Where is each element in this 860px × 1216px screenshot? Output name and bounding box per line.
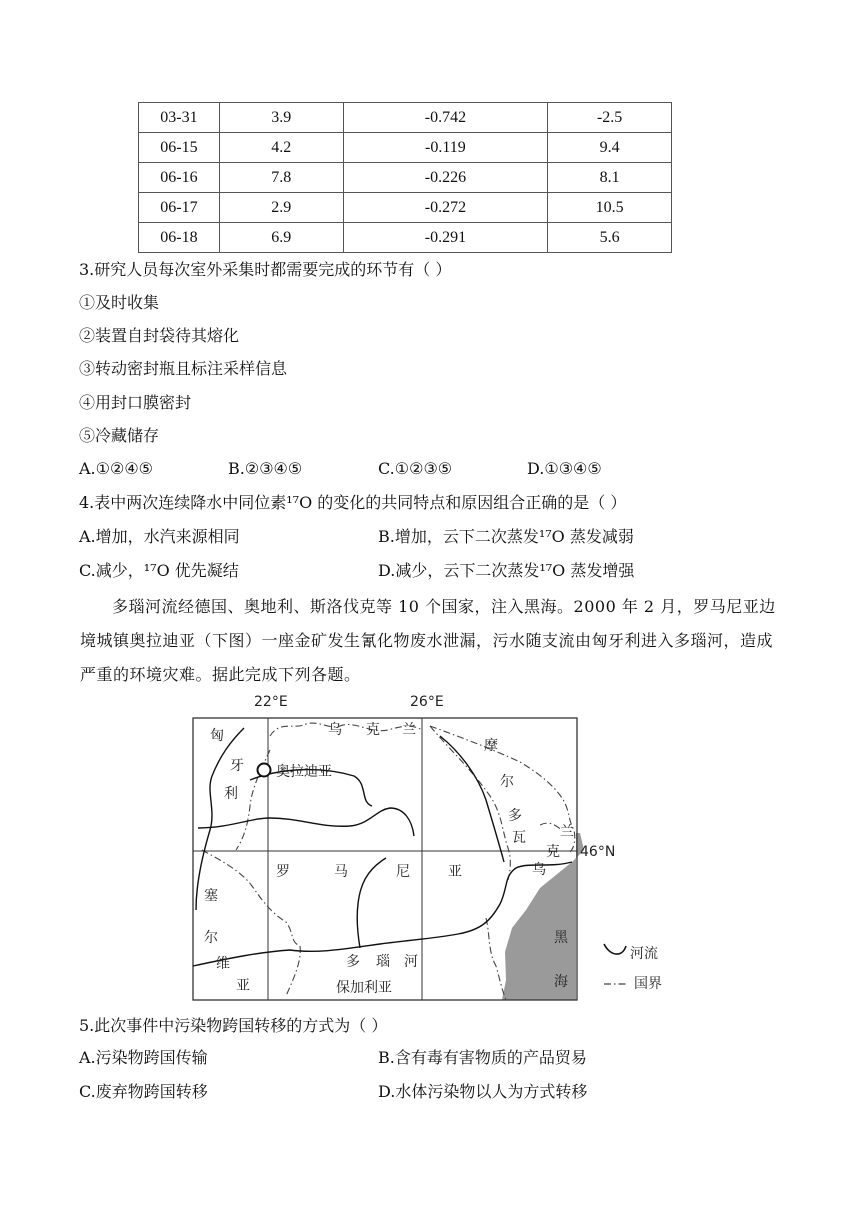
river-olt	[357, 858, 386, 948]
border-moldova-west	[430, 726, 510, 880]
border-moldova-south	[540, 823, 562, 830]
table-cell: -2.5	[548, 103, 672, 133]
q3-option-c[interactable]: C.①②③⑤	[378, 459, 453, 478]
q5-stem: 5.此次事件中污染物跨国转移的方式为（ ）	[79, 1016, 388, 1035]
river-siret	[440, 736, 504, 862]
label-moldova: 瓦	[512, 830, 526, 846]
q4-stem: 4.表中两次连续降水中同位素¹⁷O 的变化的共同特点和原因组合正确的是（ ）	[79, 493, 627, 512]
label-serbia: 塞	[204, 888, 218, 904]
q4-option-a[interactable]: A.增加，水汽来源相同	[79, 527, 240, 546]
q3-item: ①及时收集	[79, 293, 160, 312]
q4-option-c[interactable]: C.减少，¹⁷O 优先凝结	[79, 561, 239, 580]
q3-option-d[interactable]: D.①③④⑤	[527, 459, 602, 478]
river-mures	[198, 808, 414, 836]
label-danube: 瑙	[376, 954, 390, 970]
q3-item: ⑤冷藏储存	[79, 426, 160, 445]
label-black-sea: 黑	[554, 930, 568, 946]
q5-option-b[interactable]: B.含有毒有害物质的产品贸易	[378, 1048, 587, 1067]
table-row	[139, 163, 672, 193]
border-bulgaria-east	[486, 918, 506, 1000]
label-hungary: 匈	[210, 728, 224, 744]
legend-river-label: 河流	[630, 946, 658, 962]
table-cell: 8.1	[548, 163, 672, 193]
table-cell: 03-31	[139, 103, 220, 133]
city-label-oradea: 奥拉迪亚	[276, 764, 332, 780]
table-row	[139, 133, 672, 163]
label-hungary: 牙	[230, 758, 244, 774]
label-bulgaria: 保加利亚	[336, 980, 392, 996]
q5-option-a[interactable]: A.污染物跨国传输	[79, 1048, 208, 1067]
q3-item: ③转动密封瓶且标注采样信息	[79, 359, 288, 378]
lon-label-22e: 22°E	[254, 694, 288, 710]
q3-item: ②装置自封袋待其熔化	[79, 326, 240, 345]
label-ukraine: 兰	[402, 722, 416, 738]
label-romania: 罗	[276, 864, 290, 880]
table-cell: 06-16	[139, 163, 220, 193]
table-row	[139, 193, 672, 223]
label-black-sea: 海	[554, 974, 568, 990]
q3-option-a[interactable]: A.①②④⑤	[79, 459, 154, 478]
q5-option-d[interactable]: D.水体污染物以人为方式转移	[378, 1082, 588, 1101]
q3-option-b[interactable]: B.②③④⑤	[228, 459, 303, 478]
lon-label-26e: 26°E	[410, 694, 444, 710]
q4-option-b[interactable]: B.增加，云下二次蒸发¹⁷O 蒸发减弱	[378, 527, 634, 546]
legend-border-label: 国界	[634, 976, 662, 992]
table-cell: 6.9	[219, 223, 343, 253]
table-cell: 10.5	[548, 193, 672, 223]
table-cell: -0.291	[343, 223, 548, 253]
label-serbia: 尔	[204, 930, 218, 946]
label-ukraine-south: 克	[546, 844, 560, 860]
table-cell: -0.119	[343, 133, 548, 163]
label-ukraine-south: 乌	[532, 862, 546, 878]
label-danube: 多	[346, 954, 360, 970]
table-row	[139, 103, 672, 133]
table-cell: 06-17	[139, 193, 220, 223]
label-romania: 尼	[396, 864, 410, 880]
label-ukraine: 乌	[328, 722, 342, 738]
label-serbia: 维	[216, 956, 230, 972]
lat-label-46n: 46°N	[580, 844, 616, 860]
q3-stem: 3.研究人员每次室外采集时都需要完成的环节有（ ）	[79, 260, 452, 279]
table-row	[139, 223, 672, 253]
table-cell: -0.742	[343, 103, 548, 133]
black-sea-area	[502, 833, 584, 1000]
q5-option-c[interactable]: C.废弃物跨国转移	[79, 1082, 208, 1101]
table-cell: 3.9	[219, 103, 343, 133]
legend-river-symbol	[604, 944, 626, 954]
label-ukraine-south: 兰	[560, 824, 574, 840]
table-cell: 06-18	[139, 223, 220, 253]
table-cell: 4.2	[219, 133, 343, 163]
table-cell: -0.226	[343, 163, 548, 193]
label-moldova: 摩	[484, 738, 498, 754]
label-romania: 亚	[448, 864, 462, 880]
isotope-table	[138, 102, 672, 253]
table-cell: -0.272	[343, 193, 548, 223]
border-ukraine-north	[270, 723, 422, 736]
table-cell: 7.8	[219, 163, 343, 193]
label-danube: 河	[404, 954, 418, 970]
danube-map	[190, 690, 680, 1006]
border-bulgaria-romania	[286, 946, 300, 996]
river-tisza	[196, 728, 244, 910]
label-moldova: 多	[508, 808, 522, 824]
table-cell: 9.4	[548, 133, 672, 163]
label-romania: 马	[334, 864, 348, 880]
passage-text: 多瑙河流经德国、奥地利、斯洛伐克等 10 个国家，注入黑海。2000 年 2 月，罗马尼亚边境城镇奥拉迪亚（下图）一座金矿发生氰化物废水泄漏，污水随支流由匈牙利进入多瑙河，造成严重的环境灾难。据此完成下列各题。	[80, 597, 776, 684]
label-hungary: 利	[224, 786, 238, 802]
table-cell: 06-15	[139, 133, 220, 163]
q3-item: ④用封口膜密封	[79, 393, 192, 412]
oradea-marker	[258, 764, 271, 777]
q4-option-d[interactable]: D.减少，云下二次蒸发¹⁷O 蒸发增强	[378, 561, 635, 580]
table-cell: 5.6	[548, 223, 672, 253]
label-moldova: 尔	[500, 774, 514, 790]
table-cell: 2.9	[219, 193, 343, 223]
label-serbia: 亚	[236, 978, 250, 994]
label-ukraine: 克	[366, 722, 380, 738]
